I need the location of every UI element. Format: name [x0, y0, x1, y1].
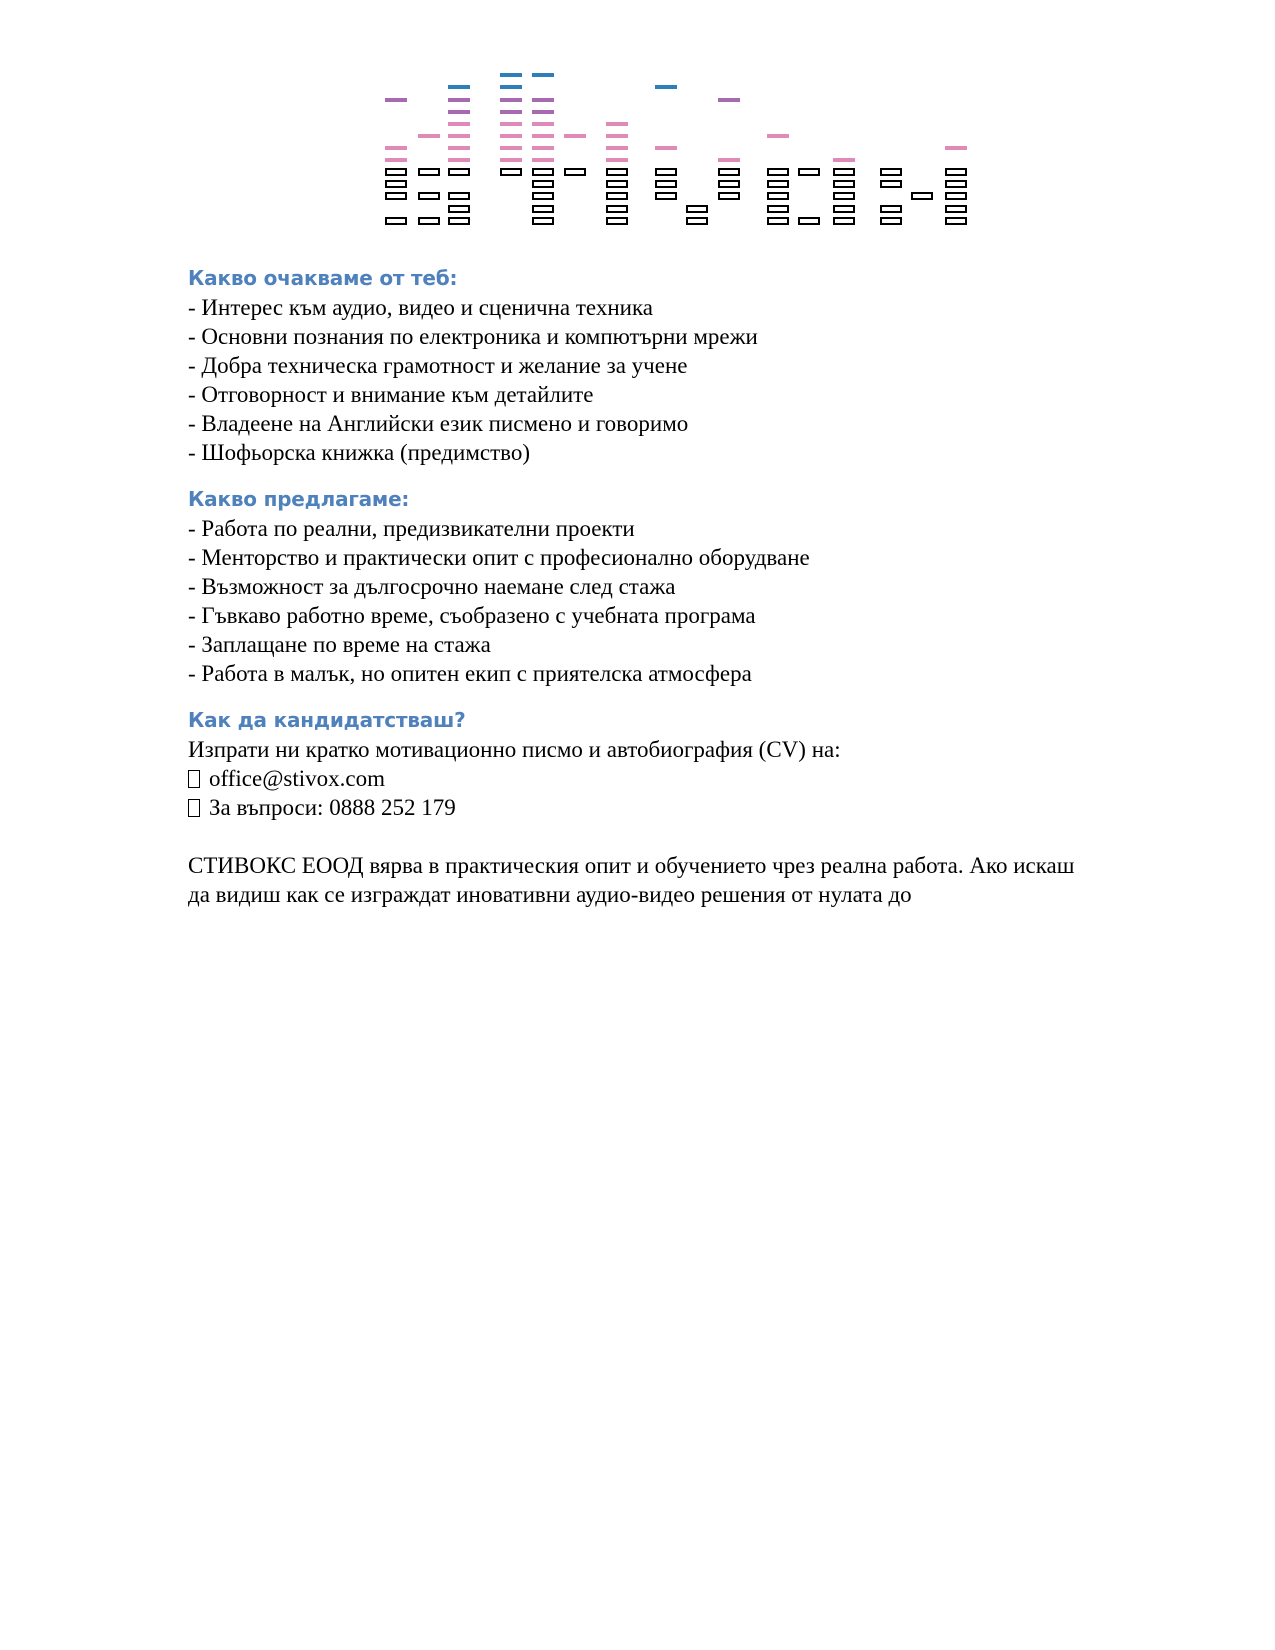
logo-bar-purple — [532, 98, 554, 102]
logo-letter-segment — [799, 169, 819, 175]
logo-letter-segment — [449, 206, 469, 212]
logo-letter-segment — [386, 181, 406, 187]
list-item: - Заплащане по време на стажа — [188, 632, 491, 657]
logo-bar-pink — [500, 158, 522, 162]
logo-letter-segment — [799, 218, 819, 224]
logo-bar-purple — [532, 110, 554, 114]
logo-letter-segment — [719, 193, 739, 199]
logo-letter-segment — [946, 193, 966, 199]
logo-letter-segment — [834, 169, 854, 175]
logo-letter-segment — [881, 206, 901, 212]
logo-bar-pink — [532, 134, 554, 138]
logo-letter-segment — [449, 218, 469, 224]
logo-letter-segment — [881, 181, 901, 187]
logo-letter-segment — [687, 206, 707, 212]
list-item: - Владеене на Английски език писмено и говоримо — [188, 411, 689, 436]
logo-bar-purple — [448, 110, 470, 114]
email-icon — [188, 770, 200, 788]
logo-bar-purple — [500, 110, 522, 114]
logo-letter-segment — [607, 169, 627, 175]
logo-bar-pink — [532, 122, 554, 126]
logo-letter-segment — [386, 218, 406, 224]
logo-bar-pink — [564, 134, 586, 138]
phone-line — [188, 793, 1088, 822]
logo-letter-segment — [449, 193, 469, 199]
logo-letter-segment — [768, 193, 788, 199]
logo-bar-pink — [385, 146, 407, 150]
document-body — [188, 263, 1088, 909]
section-expectations — [188, 263, 1088, 467]
logo-bar-pink — [655, 146, 677, 150]
logo-bar-pink — [606, 134, 628, 138]
logo-letter-segment — [607, 218, 627, 224]
list-item: - Работа по реални, предизвикателни проекти — [188, 516, 635, 541]
logo-letter-segment — [687, 218, 707, 224]
logo-letter-segment — [946, 169, 966, 175]
logo-bar-pink — [418, 134, 440, 138]
list-item: - Добра техническа грамотност и желание за учене — [188, 353, 688, 378]
logo-bar-blue — [500, 73, 522, 77]
logo-letter-segment — [533, 218, 553, 224]
logo-bar-pink — [448, 122, 470, 126]
logo-letter-segment — [719, 181, 739, 187]
list-item: - Менторство и практически опит с професионално оборудване — [188, 545, 810, 570]
logo-letter-segment — [656, 181, 676, 187]
logo-letter-segment — [386, 193, 406, 199]
email-line — [188, 764, 1088, 793]
logo-letter-segment — [656, 169, 676, 175]
logo-bar-pink — [500, 146, 522, 150]
logo-letter-segment — [386, 169, 406, 175]
logo-bar-pink — [606, 122, 628, 126]
logo-bar-pink — [718, 158, 740, 162]
logo-letter-segment — [834, 206, 854, 212]
logo-bar-pink — [833, 158, 855, 162]
phone-text: За въпроси: 0888 252 179 — [209, 795, 456, 820]
logo-bar-pink — [500, 134, 522, 138]
logo-letter-segment — [881, 169, 901, 175]
logo-bar-blue — [448, 85, 470, 89]
logo-letter-segment — [419, 218, 439, 224]
logo-letter-segment — [607, 181, 627, 187]
list-item: - Възможност за дългосрочно наемане след стажа — [188, 574, 676, 599]
logo-bar-purple — [500, 98, 522, 102]
list-item: - Работа в малък, но опитен екип с приятелска атмосфера — [188, 661, 752, 686]
logo-letter-segment — [565, 169, 585, 175]
closing-paragraph: СТИВОКС ЕООД вярва в практическия опит и обучението чрез реална работа. Ако искаш да видиш как се изграждат иновативни аудио-видео решения от нулата до — [188, 853, 1075, 907]
logo-bar-pink — [945, 146, 967, 150]
logo-letter-segment — [533, 181, 553, 187]
section-heading: Как да кандидатстваш? — [188, 708, 466, 732]
logo-letter-segment — [533, 206, 553, 212]
logo-letter-segment — [533, 169, 553, 175]
list-item: - Отговорност и внимание към детайлите — [188, 382, 594, 407]
logo-letter-segment — [946, 181, 966, 187]
section-offers — [188, 484, 1088, 688]
logo-bar-pink — [767, 134, 789, 138]
logo-letter-segment — [834, 181, 854, 187]
logo-letter-segment — [834, 193, 854, 199]
list-item: - Основни познания по електроника и компютърни мрежи — [188, 324, 758, 349]
logo-bar-blue — [655, 85, 677, 89]
logo-letter-segment — [834, 218, 854, 224]
logo-letter-segment — [768, 169, 788, 175]
logo-letter-segment — [607, 193, 627, 199]
logo-bar-pink — [606, 158, 628, 162]
list-item: - Гъвкаво работно време, съобразено с учебната програма — [188, 603, 756, 628]
logo-bar-purple — [385, 98, 407, 102]
stivox-logo — [0, 0, 1275, 240]
logo-letter-segment — [768, 181, 788, 187]
logo-letter-segment — [656, 193, 676, 199]
logo-letter-segment — [419, 193, 439, 199]
logo-letter-segment — [719, 169, 739, 175]
logo-letter-segment — [946, 206, 966, 212]
logo-letter-segment — [912, 193, 932, 199]
logo-bar-pink — [448, 158, 470, 162]
logo-bar-pink — [532, 146, 554, 150]
logo-bar-blue — [500, 85, 522, 89]
logo-letter-segment — [501, 169, 521, 175]
apply-intro: Изпрати ни кратко мотивационно писмо и автобиография (CV) на: — [188, 737, 841, 762]
list-item: - Интерес към аудио, видео и сценична техника — [188, 295, 653, 320]
logo-letter-segment — [881, 218, 901, 224]
logo-letter-segment — [533, 193, 553, 199]
logo-bar-pink — [532, 158, 554, 162]
logo-bar-blue — [532, 73, 554, 77]
logo-letter-segment — [607, 206, 627, 212]
logo-bar-pink — [448, 134, 470, 138]
logo-letter-segment — [768, 206, 788, 212]
logo-bar-pink — [448, 146, 470, 150]
list-item: - Шофьорска книжка (предимство) — [188, 440, 531, 465]
section-apply — [188, 705, 1088, 822]
logo-letter-segment — [419, 169, 439, 175]
section-heading: Какво очакваме от теб: — [188, 266, 458, 290]
logo-bar-pink — [500, 122, 522, 126]
logo-letter-segment — [768, 218, 788, 224]
email-link[interactable]: office@stivox.com — [209, 766, 385, 791]
logo-letter-segment — [946, 218, 966, 224]
logo-bar-purple — [718, 98, 740, 102]
section-heading: Какво предлагаме: — [188, 487, 410, 511]
logo-bar-purple — [448, 98, 470, 102]
phone-icon — [188, 799, 200, 817]
logo-bar-pink — [606, 146, 628, 150]
logo-bar-pink — [385, 158, 407, 162]
logo-letter-segment — [449, 169, 469, 175]
